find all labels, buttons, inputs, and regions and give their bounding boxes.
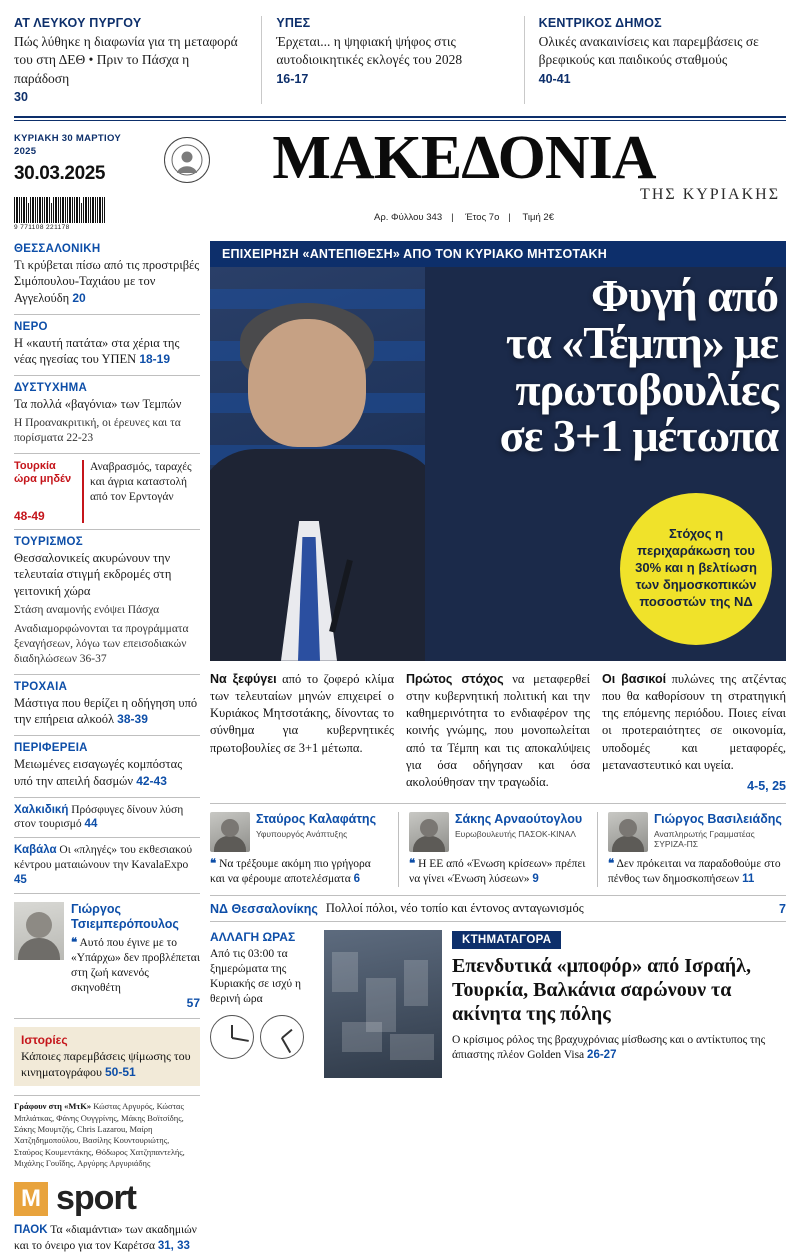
teaser-2[interactable]: [261, 16, 523, 104]
contributors-credits: [14, 1095, 200, 1169]
teaser-3[interactable]: [524, 16, 786, 104]
masthead-meta: Αρ. Φύλλου 343 | Έτος 7ο | Τιμή 2€: [373, 211, 554, 223]
index-kicker: ΤΡΟΧΑΙΑ: [14, 680, 68, 693]
interview-name: Γιώργος Τσιεμπερόπουλος: [71, 902, 179, 932]
index-mini-chalkidiki[interactable]: [14, 798, 200, 839]
turkey-text: Αναβρασμός, ταραχές και άγρια καταστολή από τον Ερντογάν: [82, 460, 200, 522]
teaser-1-text: Πώς λύθηκε η διαφωνία για τη μεταφορά του στη ΔΕΘ • Πριν το Πάσχα η παράδοση: [14, 34, 238, 86]
interview-page: 57: [186, 995, 200, 1010]
pundit-name: Γιώργος Βασιλειάδης: [654, 812, 782, 827]
index-text-body: Τι κρύβεται πίσω από τις προστριβές Σιμόπουλου-Ταχιάου με τον Αγγελούδη: [14, 257, 200, 305]
index-page: 20: [72, 290, 86, 305]
masthead-center: [142, 124, 786, 223]
hero-headline: [430, 269, 778, 462]
bottom-row: [210, 930, 786, 1078]
main-grid: [14, 241, 786, 1254]
pundit-page: 6: [353, 873, 361, 886]
coin-emblem-icon: [164, 137, 210, 183]
mini-page: 44: [84, 818, 98, 831]
hero-headline-line-3: πρωτοβουλίες: [515, 363, 778, 415]
city-photo: [324, 930, 442, 1078]
year-label: Έτος 7ο: [465, 211, 500, 223]
teaser-1-page: 30: [14, 90, 28, 105]
divider-article: [210, 803, 786, 804]
sport-wordmark: sport: [56, 1179, 136, 1218]
teaser-2-text: Έρχεται... η ψηφιακή ψήφος στις αυτοδιοικητικές εκλογές του 2028: [276, 34, 463, 68]
index-text: Τα πολλά «βαγόνια» των Τεμπών: [14, 396, 182, 411]
index-page: 18-19: [139, 352, 171, 367]
index-page: 38-39: [117, 712, 148, 727]
teaser-1-kicker: ΑΤ ΛΕΥΚΟΥ ΠΥΡΓΟΥ: [14, 16, 142, 30]
article-lead-2: Πρώτος στόχος: [406, 671, 504, 686]
article-column-2: [406, 671, 590, 796]
nd-thessaloniki-bar[interactable]: [210, 895, 786, 922]
nd-bar-lead: ΝΔ Θεσσαλονίκης: [210, 901, 318, 916]
pundit-name: Σταύρος Καλαφάτης: [256, 812, 377, 827]
index-item-tourismos[interactable]: [14, 530, 200, 675]
pundit-head: [210, 812, 388, 852]
index-kicker: ΝΕΡΟ: [14, 320, 48, 333]
pundit-quote: [608, 857, 786, 887]
realestate-sub-body: Ο κρίσιμος ρόλος της βραχυχρόνιας μίσθωσης και ο αντίκτυπος της άπιαστης πλέον Golden Visa: [452, 1034, 766, 1062]
index-kicker: ΠΕΡΙΦΕΡΕΙΑ: [14, 742, 88, 755]
clock-icon-1: [210, 1015, 254, 1059]
pundit-quote: [409, 857, 587, 887]
teaser-2-page: 16-17: [276, 71, 309, 86]
article-lead-1: Να ξεφύγει: [210, 671, 277, 686]
avatar: [409, 812, 449, 852]
article-page: 4-5, 25: [747, 779, 786, 794]
pundit-head: [608, 812, 786, 852]
divider-top: [14, 116, 786, 118]
sport-teaser-body: Τα «διαμάντια» των ακαδημιών και το όνειρο για τον Καρέτσα: [14, 1224, 197, 1252]
issue-number: Αρ. Φύλλου 343: [373, 211, 443, 223]
index-item-turkey[interactable]: [14, 454, 200, 529]
time-change-block[interactable]: [210, 930, 314, 1078]
teaser-3-page: 40-41: [538, 71, 571, 86]
credits-names: Κώστας Αργυρός, Κώστας Μπλιάτκας, Φάνης Ουγγρίνης, Μάκης Βοϊτσίδης, Σάκης Μουμτζής, Chris Lazarou, Μαίρη Χατζηδημοπούλου, Βασίλης Κουντουριώτης, Σταύρος Κουμεντάκης, Θόδωρος Χατζηπαντελής, Μιχάλης Γουΐδης, Αργύρης Αργυριάδης: [14, 1101, 185, 1169]
index-text-body: Μειωμένες εισαγωγές κομπόστας υπό την απειλή δασμών: [14, 757, 183, 788]
pundit-kalafatis[interactable]: [210, 812, 388, 887]
masthead-date-small: ΚΥΡΙΑΚΗ 30 ΜΑΡΤΙΟΥ 2025: [14, 133, 122, 157]
index-mini-kavala[interactable]: [14, 838, 200, 894]
photo-face: [248, 319, 366, 447]
realestate-page: 26-27: [587, 1049, 617, 1062]
sport-teaser: [14, 1223, 200, 1253]
credits-lead: Γράφουν στη «ΜτΚ»: [14, 1101, 92, 1112]
nd-bar-text: Πολλοί πόλοι, νέο τοπίο και έντονος ανταγωνισμός: [325, 901, 584, 916]
time-change-text: Από τις 03:00 τα ξημερώματα της Κυριακής σε ισχύ η θερινή ώρα: [210, 948, 301, 1006]
index-page: 42-43: [136, 773, 167, 788]
realestate-sub: [452, 1033, 786, 1063]
article-column-1: [210, 671, 394, 796]
price-label: Τιμή 2€: [522, 211, 554, 223]
nd-bar-page: 7: [779, 901, 786, 916]
pundit-page: 11: [742, 873, 755, 886]
barcode-number: 9 771108 221178: [14, 223, 70, 231]
mini-page: 45: [14, 874, 27, 887]
avatar: [210, 812, 250, 852]
pundit-role: Αναπληρωτής Γραμματέας ΣΥΡΙΖΑ-ΠΣ: [654, 828, 755, 849]
article-body-1: από το ζοφερό κλίμα των τελευταίων μηνών επιχειρεί ο Κυριάκος Μητσοτάκης, δίνοντας το σύνθημα για κυβερνητικές πρωτοβουλίες σε 3+1 μέτωπα.: [210, 671, 394, 755]
index-text: [14, 756, 200, 789]
teaser-1[interactable]: [14, 16, 261, 104]
index-item-perifereia[interactable]: [14, 736, 200, 797]
pundit-quote-body: Να τρέξουμε ακόμη πιο γρήγορα και να φέρουμε αποτελέσματα: [210, 858, 371, 886]
index-subtext-body: Η Προανακριτική, οι έρευνες και τα πορίσματα: [14, 417, 181, 445]
pundit-role: Υφυπουργός Ανάπτυξης: [256, 828, 348, 839]
index-text-body: Η «καυτή πατάτα» στα χέρια της νέας ηγεσίας του ΥΠΕΝ: [14, 335, 180, 367]
divider-vertical: [597, 812, 598, 887]
hero-headline-line-1: Φυγή από: [590, 269, 778, 321]
pundit-page: 9: [532, 873, 539, 886]
pundit-quote-body: Η ΕΕ από «Ένωση κρίσεων» πρέπει να γίνει «Ένωση λύσεων»: [409, 858, 586, 886]
hero-badge: Στόχος η περιχαράκωση του 30% και η βελτίωση των δημοσκοπικών ποσοστών της ΝΔ: [620, 493, 772, 645]
left-index-column: [14, 241, 200, 1254]
turkey-tag: Τουρκία ώρα μηδέν: [14, 460, 72, 486]
page-title: ΜΑΚΕΔΟΝΙΑ: [272, 124, 656, 193]
pundit-quote: [210, 857, 388, 887]
stories-text: [21, 1049, 193, 1080]
realestate-tag: ΚΤΗΜΑΤΑΓΟΡΑ: [452, 931, 561, 949]
quote-mark-icon: ❝: [71, 937, 78, 950]
lead-article-columns: [210, 671, 786, 796]
mini-lead: Χαλκιδική: [14, 803, 69, 816]
article-column-3: [602, 671, 786, 796]
index-subtext: [14, 416, 200, 446]
hero-lead-story[interactable]: [210, 241, 786, 661]
index-item-nero[interactable]: [14, 315, 200, 376]
pundit-arnaoutoglou[interactable]: [409, 812, 587, 887]
stories-box[interactable]: [14, 1027, 200, 1086]
teaser-2-kicker: ΥΠΕΣ: [276, 16, 311, 30]
quote-mark-icon: ❝: [608, 858, 615, 871]
realestate-block[interactable]: [452, 930, 786, 1078]
index-item-thessaloniki[interactable]: [14, 241, 200, 315]
index-item-trochaia[interactable]: [14, 675, 200, 736]
turkey-left: [14, 460, 76, 522]
index-text: Θεσσαλονικείς ακυρώνουν την τελευταία στιγμή εκδρομές στη γειτονική χώρα: [14, 550, 172, 598]
index-text-body: Μάστιγα που θερίζει η οδήγηση υπό την επήρεια αλκοόλ: [14, 695, 198, 727]
index-subtext-2-body: Αναδιαμορφώνονται τα προγράμματα ξεναγήσεων, λόγω των επεισοδιακών διαδηλώσεων: [14, 623, 189, 665]
mini-text: Οι «πληγές» του εκθεσιακού κέντρου ματαιώνουν την KavalaExpo: [14, 844, 193, 872]
clock-icon-2: [260, 1015, 304, 1059]
pundit-quote-body: Δεν πρόκειται να παραδοθούμε στο πένθος των δημοσκοπήσεων: [608, 858, 781, 886]
time-change-kicker: ΑΛΛΑΓΗ ΩΡΑΣ: [210, 930, 296, 945]
pundit-quotes-row: [210, 812, 786, 887]
turkey-page: 48-49: [14, 508, 45, 523]
index-text: [14, 695, 200, 728]
barcode: [14, 193, 142, 223]
mini-text: Πρόσφυγες δίνουν λύση στον τουρισμό: [14, 803, 184, 831]
index-text: [14, 335, 200, 368]
interview-quote: [71, 936, 200, 996]
index-text: [14, 257, 200, 307]
avatar: [608, 812, 648, 852]
top-teaser-strip: [14, 0, 786, 104]
pundit-vasileiadis[interactable]: [608, 812, 786, 887]
interview-teaser[interactable]: [14, 894, 200, 1019]
divider-vertical: [398, 812, 399, 887]
article-lead-3: Οι βασικοί: [602, 671, 667, 686]
index-subtext: Στάση αναμονής ενόψει Πάσχα: [14, 604, 160, 617]
right-main-column: [210, 241, 786, 1254]
index-page: 36-37: [79, 652, 107, 665]
hero-headline-line-4: σε 3+1 μέτωπα: [499, 410, 778, 462]
sport-logo-icon: Μ: [14, 1182, 48, 1216]
index-kicker: ΘΕΣΣΑΛΟΝΙΚΗ: [14, 242, 101, 255]
sport-lead: ΠΑΟΚ: [14, 1224, 48, 1237]
hero-photo: [210, 267, 425, 661]
stories-page: 50-51: [104, 1064, 136, 1079]
stories-kicker: Ιστορίες: [21, 1032, 68, 1047]
mini-lead: Καβάλα: [14, 844, 57, 857]
hero-kicker: ΕΠΙΧΕΙΡΗΣΗ «ΑΝΤΕΠΙΘΕΣΗ» ΑΠΟ ΤΟΝ ΚΥΡΙΑΚΟ ΜΗΤΣΟΤΑΚΗ: [210, 241, 786, 267]
sport-page: 31, 33: [157, 1239, 190, 1252]
article-body-3: πυλώνες της ατζέντας που θα καθορίσουν τη στρατηγική της επόμενης περιόδου. Ποιες είναι οι προτεραιότητες σε οικονομία, υποδομές και μεταφορές, μεταναστευτικό και υγεία.: [602, 671, 786, 772]
masthead-date: 30.03.2025: [14, 162, 106, 184]
index-subtext-2: [14, 622, 200, 667]
index-page: 22-23: [66, 432, 94, 445]
avatar: [14, 902, 64, 960]
teaser-3-text: Ολικές ανακαινίσεις και παρεμβάσεις σε βρεφικούς και παιδικούς σταθμούς: [538, 34, 759, 68]
masthead-subtitle: ΤΗΣ ΚΥΡΙΑΚΗΣ: [640, 185, 780, 203]
article-body-2: να μεταφερθεί στην κυβερνητική πολιτική και την καθημερινότητα το ενδιαφέρον της κοινής γνώμης, που μονοπωλείται από τα Τέμπη και τις αποκαλύψεις για όσα οδήγησαν και όσα ακολούθησαν την τραγωδία.: [406, 671, 590, 790]
clock-icons: [210, 1015, 314, 1059]
pundit-name: Σάκης Αρναούτογλου: [455, 812, 583, 827]
quote-mark-icon: ❝: [210, 858, 217, 871]
interview-quote-body: Αυτό που έγινε με το «Υπάρχω» δεν προβλέπεται στη ζωή κανενός σκηνοθέτη: [71, 937, 200, 995]
quote-mark-icon: ❝: [409, 858, 416, 871]
pundit-head: [409, 812, 587, 852]
sport-section[interactable]: [14, 1179, 200, 1253]
index-kicker: ΔΥΣΤΥΧΗΜΑ: [14, 381, 88, 394]
hero-headline-line-2: τα «Τέμπη» με: [505, 316, 778, 368]
masthead: [14, 121, 786, 235]
stories-text-body: Κάποιες παρεμβάσεις ψίμωσης του κινηματογράφου: [21, 1048, 191, 1079]
index-kicker: ΤΟΥΡΙΣΜΟΣ: [14, 535, 84, 548]
realestate-headline: Επενδυτικά «μποφόρ» από Ισραήλ, Τουρκία, Βαλκάνια σαρώνουν τα ακίνητα της πόλης: [452, 955, 751, 1025]
index-item-dystychima[interactable]: [14, 376, 200, 454]
masthead-left: [14, 129, 142, 231]
teaser-3-kicker: ΚΕΝΤΡΙΚΟΣ ΔΗΜΟΣ: [538, 16, 662, 30]
pundit-role: Ευρωβουλευτής ΠΑΣΟΚ-ΚΙΝΑΛ: [455, 828, 576, 839]
sport-logo-row: [14, 1179, 200, 1218]
